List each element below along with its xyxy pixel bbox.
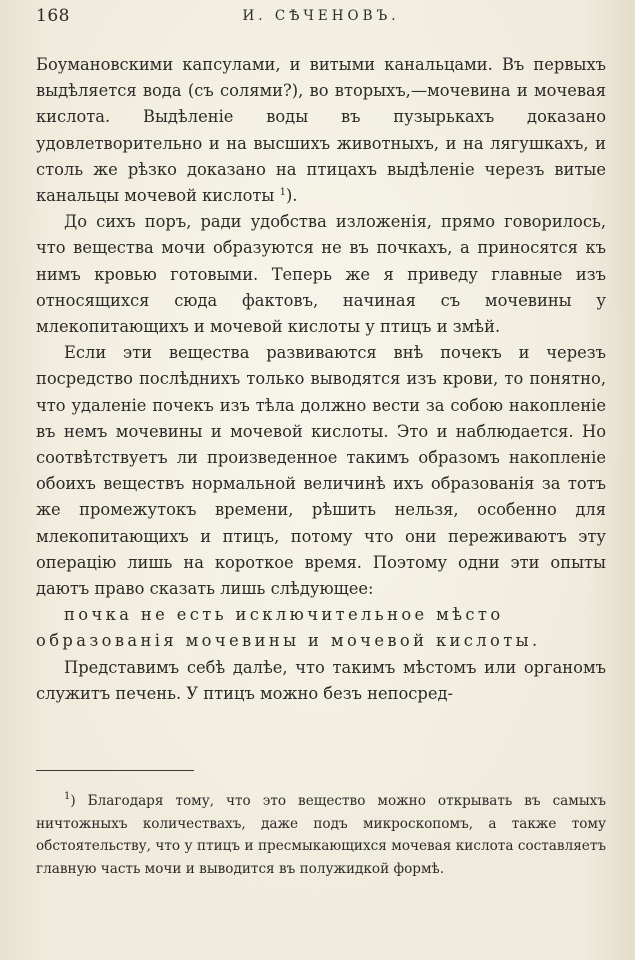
footnote (36, 790, 606, 880)
footnote-marker: 1 (64, 791, 71, 802)
main-text (36, 52, 606, 707)
page-number: 168 (36, 6, 70, 26)
paragraph-5: Представимъ себѣ далѣе, что такимъ мѣстомъ или органомъ служитъ печень. У птицъ можно безъ непосред- (36, 657, 606, 703)
paragraph-1-text: Боумановскими капсулами, и витыми канальцами. Въ первыхъ выдѣляется вода (съ солями?), во вторыхъ,—мочевина и мочевая кислота. Выдѣленіе воды въ пузырькахъ доказано удовлетворительно и на высшихъ животныхъ, и на лягушкахъ, и столь же рѣзко доказано на птицахъ выдѣленіе черезъ витые канальцы мочевой кислоты (36, 55, 606, 206)
footnote-divider (36, 770, 194, 771)
paragraph-3: Если эти вещества развиваются внѣ почекъ и черезъ посредство послѣднихъ только выводятся изъ крови, то понятно, что удаленіе почекъ изъ тѣла должно вести за собою накопленіе въ немъ мочевины и мочевой кислоты. Это и наблюдается. Но соотвѣтствуетъ ли произведенное такимъ образомъ накопленіе обоихъ веществъ нормальной величинѣ ихъ образованія за тотъ же промежутокъ времени, рѣшить нельзя, особенно для млекопитающихъ и птицъ, потому что они переживаютъ эту операцію лишь на короткое время. Поэтому одни эти опыты даютъ право сказать лишь слѣдующее: (36, 343, 606, 599)
paragraph-2: До сихъ поръ, ради удобства изложенія, прямо говорилось, что вещества мочи образуются не въ почкахъ, а приносятся къ нимъ кровью готовыми. Теперь же я приведу главные изъ относящихся сюда фактовъ, начиная съ мочевины у млекопитающихъ и мочевой кислоты у птицъ и змѣй. (36, 212, 606, 337)
page-header (36, 6, 606, 30)
running-head: И. СѢЧЕНОВЪ. (242, 8, 400, 24)
paragraph-1 (36, 52, 606, 209)
emphasized-conclusion: почка не есть исключительное мѣсто образованія мочевины и мочевой кислоты. (36, 605, 541, 651)
footnote-text: ) Благодаря тому, что это вещество можно открывать въ самыхъ ничтожныхъ количествахъ, даже подъ микроскопомъ, а также тому обстоятельству, что у птицъ и пресмыкающихся мочевая кислота составляетъ главную часть мочи и выводится въ полужидкой формѣ. (36, 793, 606, 877)
paragraph-1-end: ). (285, 186, 298, 206)
footnote-reference: 1 (279, 187, 286, 199)
